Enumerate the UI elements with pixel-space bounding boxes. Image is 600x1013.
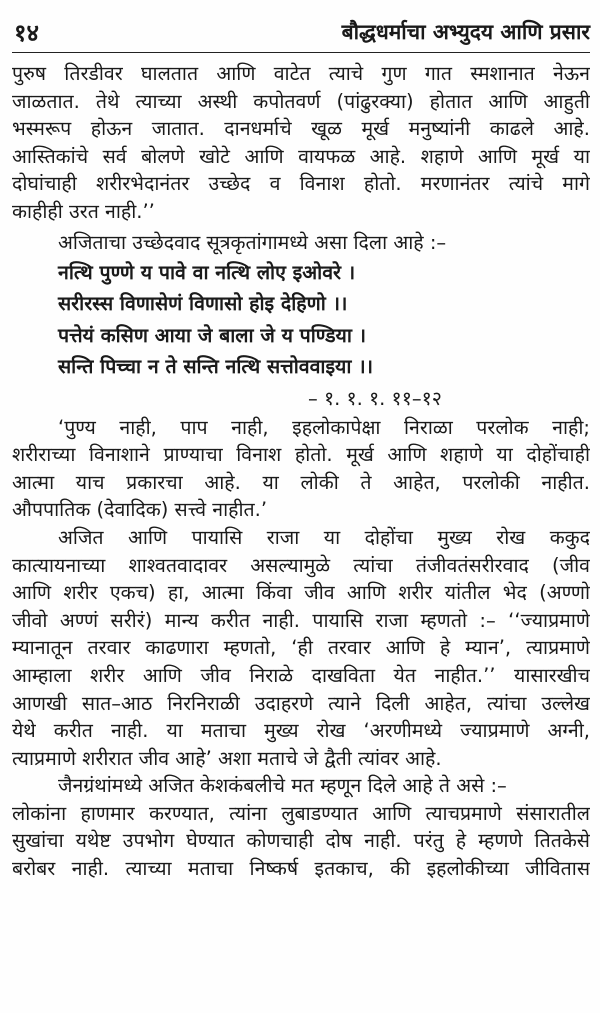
text-line: काहीही उरत नाही.’’ bbox=[12, 199, 155, 223]
text-line: आस्तिकांचे सर्व बोलणे खोटे आणि वायफळ आहे. शहाणे आणि मूर्ख या bbox=[12, 144, 590, 168]
text-line: दोघांचाही शरीरभेदानंतर उच्छेद व विनाश होतो. मरणानंतर त्यांचे मागे bbox=[12, 172, 590, 196]
verse-intro: अजिताचा उच्छेदवाद सूत्रकृतांगामध्ये असा दिला आहे :– bbox=[58, 230, 447, 254]
verse-block bbox=[12, 257, 590, 383]
page-number: १४ bbox=[14, 19, 39, 47]
text-line: अजित आणि पायासि राजा या दोहोंचा मुख्य रोख ककुद bbox=[58, 525, 590, 549]
paragraph-2 bbox=[12, 414, 590, 524]
verse-line: सन्ति पिच्चा न ते सन्ति नत्थि सत्तोववाइया ।। bbox=[58, 355, 373, 379]
paragraph-4 bbox=[12, 772, 590, 882]
text-line: शरीराच्या विनाशाने प्राण्याचा विनाश होतो. मूर्ख आणि शहाणे या दोहोंचाही bbox=[12, 443, 590, 467]
text-line: आत्मा याच प्रकारचा आहे. या लोकी ते आहेत, परलोकी नाहीत. bbox=[12, 470, 590, 494]
text-line: पुरुष तिरडीवर घालतात आणि वाटेत त्याचे गुण गात स्मशानात नेऊन bbox=[12, 62, 590, 85]
text-line: म्यानातून तरवार काढणारा म्हणतो, ‘ही तरवार आणि हे म्यान’, त्याप्रमाणे bbox=[12, 636, 590, 660]
verse-line: सरीरस्स विणासेणं विणासो होइ देहिणो ।। bbox=[58, 292, 348, 316]
text-line: आम्हाला शरीर आणि जीव निराळे दाखविता येत नाहीत.’’ यासारखीच bbox=[12, 663, 590, 687]
text-line: जाळतात. तेथे त्याच्या अस्थी कपोतवर्ण (पांढुरक्या) होतात आणि आहुती bbox=[12, 89, 590, 113]
text-line: जैनग्रंथांमध्ये अजित केशकंबलीचे मत म्हणून दिले आहे ते असे :– bbox=[58, 774, 507, 798]
text-line: लोकांना हाणमार करण्यात, त्यांना लुबाडण्यात आणि त्याचप्रमाणे संसारातील bbox=[12, 801, 590, 825]
text-line: जीवो अण्णं सरीरं) मान्य करीत नाही. पायासि राजा म्हणतो :– ‘‘ज्याप्रमाणे bbox=[12, 608, 590, 632]
text-line: आणि शरीर एकच) हा, आत्मा किंवा जीव आणि शरीर यांतील भेद (अण्णो bbox=[12, 581, 590, 605]
text-line: बरोबर नाही. त्याच्या मताचा निष्कर्ष इतकाच, की इहलोकीच्या जीवितास bbox=[12, 857, 590, 881]
running-title: बौद्धधर्माचा अभ्युदय आणि प्रसार bbox=[341, 20, 590, 44]
text-line: औपपातिक (देवादिक) सत्त्वे नाहीत.’ bbox=[12, 498, 268, 522]
text-line: सुखांचा यथेष्ट उपभोग घेण्यात कोणचाही दोष नाही. परंतु हे म्हणणे तितकेसे bbox=[12, 829, 590, 853]
verse-line: पत्तेयं कसिण आया जे बाला जे य पण्डिया । bbox=[58, 323, 367, 347]
text-line: कात्यायनाच्या शाश्वतवादावर असल्यामुळे त्यांचा तंजीवतंसरीरवाद (जीव bbox=[12, 553, 590, 577]
paragraph-1 bbox=[12, 60, 590, 226]
paragraph-3 bbox=[12, 524, 590, 772]
page-header bbox=[12, 12, 590, 53]
text-line: ‘पुण्य नाही, पाप नाही, इहलोकापेक्षा निराळा परलोक नाही; bbox=[58, 415, 590, 439]
verse-line: नत्थि पुण्णे य पावे वा नत्थि लोए इओवरे । bbox=[58, 260, 356, 284]
page-body bbox=[12, 60, 590, 883]
text-line: आणखी सात–आठ निरनिराळी उदाहरणे त्याने दिली आहेत, त्यांचा उल्लेख bbox=[12, 691, 590, 715]
text-line: भस्मरूप होऊन जातात. दानधर्माचे खूळ मूर्ख मनुष्यांनी काढले आहे. bbox=[12, 117, 590, 141]
text-line: येथे करीत नाही. या मताचा मुख्य रोख ‘अरणीमध्ये ज्याप्रमाणे अग्नी, bbox=[12, 719, 590, 743]
text-line: त्याप्रमाणे शरीरात जीव आहे’ अशा मताचे जे द्वैती त्यांवर आहे. bbox=[12, 746, 442, 770]
verse-reference: – १. १. १. ११–१२ bbox=[308, 386, 442, 410]
